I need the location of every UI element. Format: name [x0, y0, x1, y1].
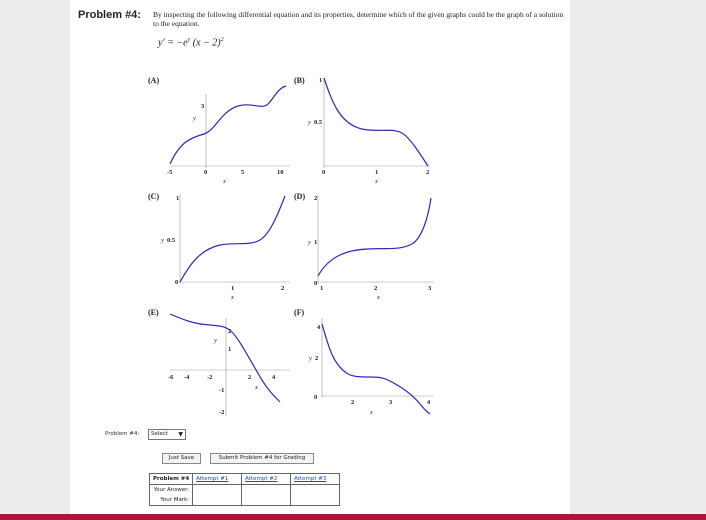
graph-b-xtick: 1	[375, 169, 379, 176]
your-mark-label: Your Mark:	[150, 495, 193, 506]
table-row	[150, 495, 340, 506]
answer-cell	[291, 485, 340, 496]
graph-b-ytick: 0.5	[314, 119, 323, 126]
graph-a-ylabel: y	[193, 115, 196, 122]
graph-d	[288, 188, 438, 303]
differential-equation	[158, 37, 224, 48]
graph-f-label: (F)	[294, 308, 305, 317]
graph-c-ytick: 1	[176, 195, 180, 202]
graph-e-ylabel: y	[214, 337, 217, 344]
equation-rhs: (x − 2)	[190, 37, 221, 49]
graph-c-xtick: 2	[281, 285, 285, 292]
graph-b-xlabel: x	[375, 178, 378, 185]
graph-e-xtick: 4	[272, 374, 276, 381]
problem-description: By inspecting the following differential equation and its properties, determine which of the given graphs could be the graph of a solution to the equation.	[153, 10, 564, 28]
graph-b-curve	[324, 78, 428, 166]
graph-c-label: (C)	[148, 192, 160, 201]
graph-c	[140, 188, 300, 303]
graph-f-xlabel: x	[370, 409, 373, 416]
graph-a-xlabel: x	[223, 178, 226, 185]
graph-d-ytick: 1	[314, 239, 318, 246]
graph-a-xtick: -5	[167, 169, 173, 176]
mark-cell	[242, 495, 291, 506]
graph-d-label: (D)	[294, 192, 306, 201]
submit-button[interactable]: Submit Problem #4 for Grading	[210, 453, 314, 464]
equation-exponent: y	[187, 37, 191, 43]
graph-f-ylabel: y	[309, 355, 312, 362]
mark-cell	[193, 495, 242, 506]
graph-a-label: (A)	[148, 76, 160, 85]
graph-d-ylabel: y	[308, 239, 311, 246]
answer-select-value: Select	[151, 431, 168, 437]
answer-cell	[193, 485, 242, 496]
chevron-down-icon: ▼	[178, 431, 183, 438]
graph-e-xlabel: x	[255, 384, 258, 391]
graph-e-ytick: 1	[228, 346, 232, 353]
graph-a-xtick: 5	[241, 169, 245, 176]
just-save-button[interactable]: Just Save	[162, 453, 201, 464]
graph-d-ytick: 2	[314, 195, 318, 202]
graph-f-xtick: 0	[314, 394, 318, 401]
graph-b-ytick: 1	[319, 77, 323, 84]
your-answer-label: Your Answer:	[150, 485, 193, 496]
graph-f-curve	[322, 324, 430, 414]
graph-c-xtick: 1	[231, 285, 235, 292]
graph-e-ytick: 2	[228, 328, 232, 335]
graph-c-ylabel: y	[161, 237, 164, 244]
answer-label: Problem #4:	[105, 431, 140, 437]
attempt-1-link[interactable]: Attempt #1	[193, 474, 242, 485]
graph-f-ytick: 2	[315, 355, 319, 362]
graph-e-ytick: -1	[219, 387, 225, 394]
table-row	[150, 474, 340, 485]
graph-b-label: (B)	[294, 76, 305, 85]
graph-b	[288, 72, 438, 187]
graph-c-xlabel: x	[231, 294, 234, 301]
problem-title: Problem #4:	[78, 9, 141, 21]
graph-a-xtick: 0	[204, 169, 208, 176]
graph-d-xtick: 0	[314, 280, 318, 287]
graph-f-ytick: 4	[317, 324, 321, 331]
graph-b-xtick: 0	[322, 169, 326, 176]
graph-d-curve	[318, 198, 431, 276]
graph-e-ytick: -2	[219, 409, 225, 416]
graph-c-ytick: 0.5	[167, 237, 176, 244]
attempt-3-link[interactable]: Attempt #3	[291, 474, 340, 485]
graph-e-curve	[170, 314, 280, 402]
graph-f-xtick: 3	[389, 399, 393, 406]
graph-d-xlabel: x	[377, 294, 380, 301]
equation-power: 2	[220, 37, 224, 43]
mark-cell	[291, 495, 340, 506]
graph-e-label: (E)	[148, 308, 159, 317]
graph-e-xtick: 2	[248, 374, 252, 381]
answer-select[interactable]	[148, 429, 186, 440]
graph-a-curve	[170, 86, 286, 164]
graph-a	[140, 72, 300, 187]
equation-lhs: y′ = −e	[158, 37, 188, 49]
graph-a-ytick: 3	[201, 103, 205, 110]
graph-d-xtick: 2	[374, 285, 378, 292]
bottom-bar	[0, 514, 706, 520]
graph-d-xtick: 1	[320, 285, 324, 292]
attempts-table	[149, 473, 340, 506]
graph-f-xtick: 4	[427, 399, 431, 406]
graph-b-ylabel: y	[308, 119, 311, 126]
attempts-header: Problem #4	[150, 474, 193, 485]
graph-d-xtick: 3	[428, 285, 432, 292]
graph-e-xtick: -2	[207, 374, 213, 381]
graph-e-xtick: -4	[184, 374, 190, 381]
graph-c-curve	[180, 196, 285, 282]
graph-a-xtick: 10	[277, 169, 284, 176]
graph-f-xtick: 2	[351, 399, 355, 406]
graph-c-xtick: 0	[175, 279, 179, 286]
graph-f	[288, 304, 438, 419]
graph-e	[140, 304, 300, 419]
answer-cell	[242, 485, 291, 496]
graph-b-xtick: 2	[426, 169, 430, 176]
problem-panel	[70, 0, 570, 514]
table-row	[150, 485, 340, 496]
attempt-2-link[interactable]: Attempt #2	[242, 474, 291, 485]
graph-e-xtick: -6	[168, 374, 174, 381]
